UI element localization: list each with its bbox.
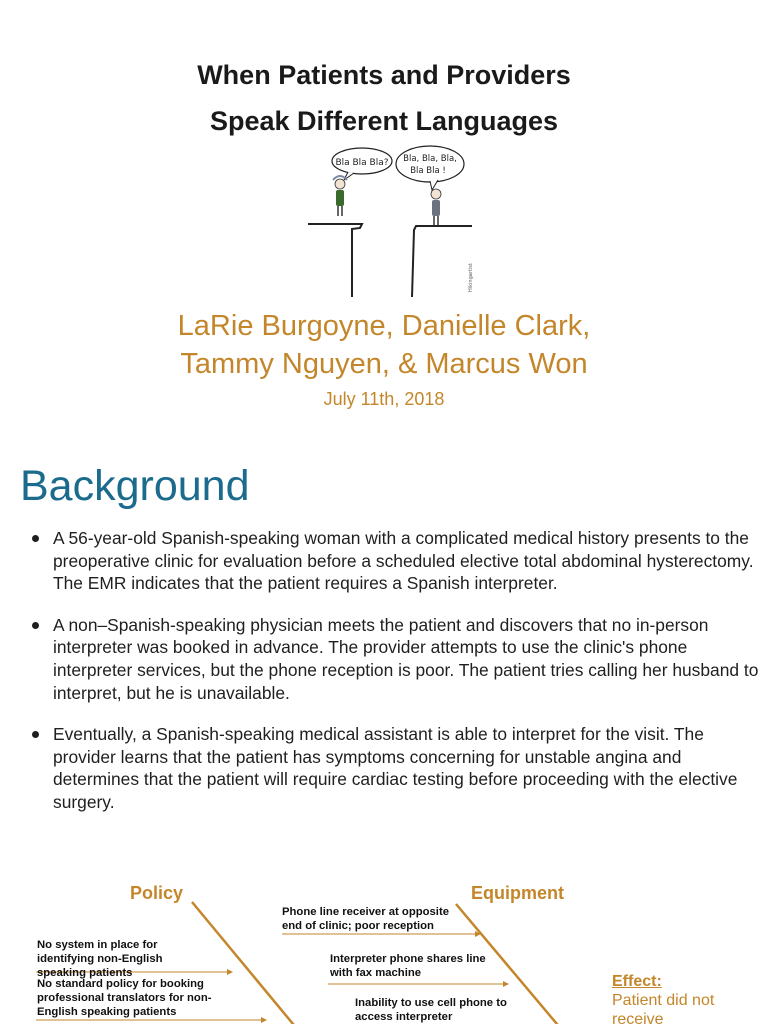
speech-bubble-left-text: Bla Bla Bla? (335, 158, 389, 168)
bullet-text: A 56-year-old Spanish-speaking woman with a complicated medical history presents to the preoperative clinic for evaluation before a scheduled elective total abdominal hysterectomy. The EMR indicates that the patient requires a Spanish interpreter. (53, 528, 754, 594)
right-cliff (412, 226, 472, 297)
authors (0, 307, 768, 383)
bullet-dot-icon (32, 622, 39, 629)
left-person-figure (333, 176, 347, 216)
equipment-cause-3: Inability to use cell phone to access interpreter (355, 997, 507, 1023)
bullet-item (32, 527, 762, 595)
effect-box (612, 972, 742, 1024)
policy-cause-2: No standard policy for booking professional translators for non-English speaking patients (37, 978, 212, 1018)
artist-signature: Hikingartist (468, 263, 474, 292)
bullet-text: A non–Spanish-speaking physician meets the patient and discovers that no in-person interpreter was booked in advance. The provider attempts to use the clinic's phone interpreter services, but the phone reception is poor. The patient tries calling her husband to interpret, but he is unavailable. (53, 614, 759, 703)
bullet-item (32, 614, 762, 704)
title-line-1: When Patients and Providers (197, 60, 571, 90)
policy-label: Policy (130, 883, 184, 903)
background-bullet-list (32, 527, 762, 833)
bullet-dot-icon (32, 535, 39, 542)
speech-bubble-right (396, 146, 464, 182)
equipment-label: Equipment (471, 883, 564, 903)
right-person-figure (431, 189, 441, 226)
bullet-item (32, 723, 762, 813)
fishbone-diagram (0, 870, 768, 1024)
equipment-cause-2: Interpreter phone shares line with fax machine (330, 953, 486, 979)
cartoon-illustration (300, 142, 480, 302)
speech-bubble-right-text-2: Bla Bla ! (410, 166, 446, 176)
effect-text: Patient did not receive (612, 992, 715, 1024)
bullet-text: Eventually, a Spanish-speaking medical assistant is able to interpret for the visit. The provider learns that the patient has symptoms concerning for unstable angina and determines that the patient will require cardiac testing before proceeding with the elective surgery. (53, 724, 738, 812)
authors-line-1: LaRie Burgoyne, Danielle Clark, (177, 310, 591, 342)
section-heading-background: Background (20, 462, 250, 510)
equipment-cause-1: Phone line receiver at opposite end of clinic; poor reception (282, 906, 449, 932)
speech-bubble-right-text-1: Bla, Bla, Bla, (403, 154, 457, 164)
bullet-dot-icon (32, 731, 39, 738)
presentation-date: July 11th, 2018 (323, 389, 445, 409)
title-line-2: Speak Different Languages (209, 106, 559, 136)
effect-label: Effect: (612, 973, 662, 990)
policy-cause-1: No system in place for identifying non-English speaking patients (37, 939, 163, 979)
page-title (0, 52, 768, 144)
authors-line-2: Tammy Nguyen, & Marcus Won (180, 348, 588, 380)
left-cliff (308, 224, 362, 297)
